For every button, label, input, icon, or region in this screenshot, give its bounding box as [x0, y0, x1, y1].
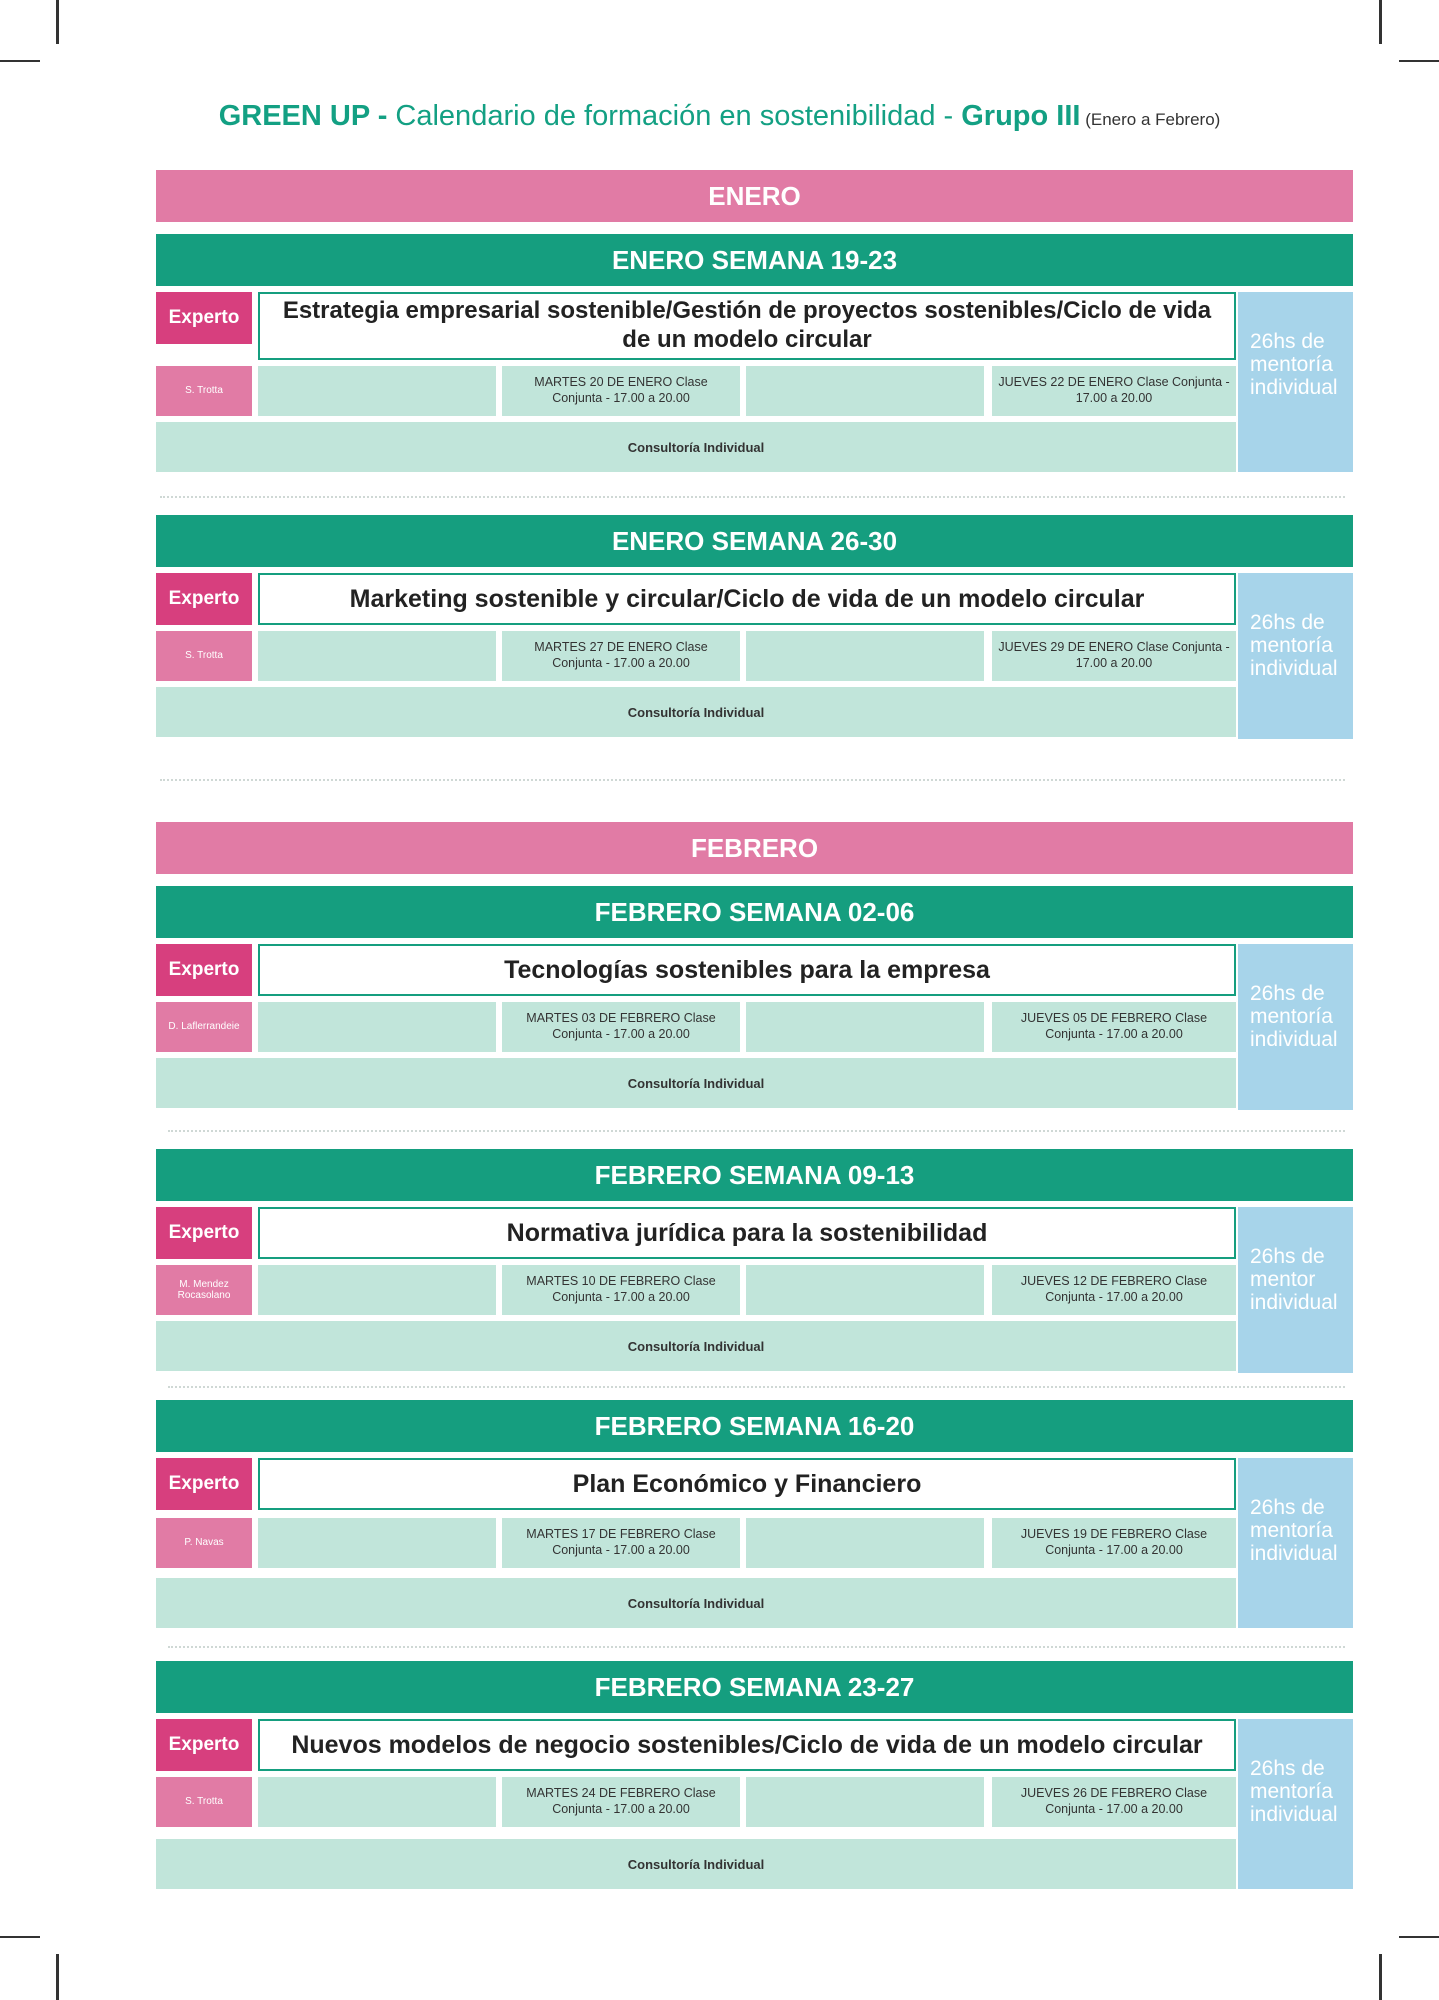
expert-label: Experto: [156, 1458, 252, 1510]
course-topic: Nuevos modelos de negocio sostenibles/Ciclo de vida de un modelo circular: [258, 1719, 1236, 1771]
course-topic: Plan Económico y Financiero: [258, 1458, 1236, 1510]
page-title: [0, 100, 1439, 133]
week-title: FEBRERO SEMANA 23-27: [156, 1661, 1353, 1713]
mentoring-hours: 26hs de mentoría individual: [1238, 292, 1353, 472]
empty-slot: [746, 1777, 984, 1827]
course-topic: Normativa jurídica para la sostenibilidad: [258, 1207, 1236, 1259]
empty-slot: [258, 366, 496, 416]
teacher-name: S. Trotta: [156, 1777, 252, 1827]
crop-mark: [56, 0, 59, 44]
expert-label: Experto: [156, 1207, 252, 1259]
crop-mark: [56, 1954, 59, 2000]
consulting-row: Consultoría Individual: [156, 1839, 1236, 1889]
crop-mark: [1399, 1936, 1439, 1938]
week-block: [156, 1400, 1353, 1628]
tuesday-class: MARTES 20 DE ENERO Clase Conjunta - 17.00 a 20.00: [502, 366, 740, 416]
separator: [168, 1646, 1345, 1648]
separator: [168, 1130, 1345, 1132]
empty-slot: [746, 366, 984, 416]
thursday-class: JUEVES 26 DE FEBRERO Clase Conjunta - 17.00 a 20.00: [992, 1777, 1236, 1827]
teacher-name: P. Navas: [156, 1518, 252, 1568]
mentoring-hours: 26hs de mentoría individual: [1238, 1719, 1353, 1889]
tuesday-class: MARTES 17 DE FEBRERO Clase Conjunta - 17.00 a 20.00: [502, 1518, 740, 1568]
thursday-class: JUEVES 19 DE FEBRERO Clase Conjunta - 17.00 a 20.00: [992, 1518, 1236, 1568]
month-banner-febrero: FEBRERO: [156, 822, 1353, 874]
expert-label: Experto: [156, 944, 252, 996]
thursday-class: JUEVES 12 DE FEBRERO Clase Conjunta - 17.00 a 20.00: [992, 1265, 1236, 1315]
empty-slot: [258, 1265, 496, 1315]
consulting-row: Consultoría Individual: [156, 1578, 1236, 1628]
week-block: [156, 1661, 1353, 1889]
thursday-class: JUEVES 22 DE ENERO Clase Conjunta - 17.00 a 20.00: [992, 366, 1236, 416]
empty-slot: [258, 1518, 496, 1568]
course-topic: Tecnologías sostenibles para la empresa: [258, 944, 1236, 996]
month-banner-enero: ENERO: [156, 170, 1353, 222]
week-title: FEBRERO SEMANA 09-13: [156, 1149, 1353, 1201]
crop-mark: [0, 60, 40, 62]
tuesday-class: MARTES 24 DE FEBRERO Clase Conjunta - 17.00 a 20.00: [502, 1777, 740, 1827]
empty-slot: [746, 1518, 984, 1568]
period-label: (Enero a Febrero): [1080, 110, 1221, 129]
title-text: Calendario de formación en sostenibilidad -: [387, 100, 962, 132]
separator: [168, 1386, 1345, 1388]
week-title: ENERO SEMANA 26-30: [156, 515, 1353, 567]
thursday-class: JUEVES 05 DE FEBRERO Clase Conjunta - 17.00 a 20.00: [992, 1002, 1236, 1052]
crop-mark: [1379, 1954, 1382, 2000]
course-topic: Estrategia empresarial sostenible/Gestión de proyectos sostenibles/Ciclo de vida de un modelo circular: [258, 292, 1236, 360]
tuesday-class: MARTES 27 DE ENERO Clase Conjunta - 17.00 a 20.00: [502, 631, 740, 681]
teacher-name: S. Trotta: [156, 631, 252, 681]
week-block: [156, 1149, 1353, 1373]
tuesday-class: MARTES 03 DE FEBRERO Clase Conjunta - 17.00 a 20.00: [502, 1002, 740, 1052]
empty-slot: [746, 1002, 984, 1052]
week-title: ENERO SEMANA 19-23: [156, 234, 1353, 286]
thursday-class: JUEVES 29 DE ENERO Clase Conjunta - 17.00 a 20.00: [992, 631, 1236, 681]
separator: [160, 496, 1345, 498]
consulting-row: Consultoría Individual: [156, 1321, 1236, 1371]
group-label: Grupo III: [961, 100, 1081, 132]
crop-mark: [1379, 0, 1382, 44]
separator: [160, 779, 1345, 781]
tuesday-class: MARTES 10 DE FEBRERO Clase Conjunta - 17.00 a 20.00: [502, 1265, 740, 1315]
week-title: FEBRERO SEMANA 16-20: [156, 1400, 1353, 1452]
consulting-row: Consultoría Individual: [156, 687, 1236, 737]
consulting-row: Consultoría Individual: [156, 1058, 1236, 1108]
teacher-name: M. Mendez Rocasolano: [156, 1265, 252, 1315]
expert-label: Experto: [156, 573, 252, 625]
mentoring-hours: 26hs de mentor individual: [1238, 1207, 1353, 1373]
teacher-name: S. Trotta: [156, 366, 252, 416]
empty-slot: [258, 631, 496, 681]
mentoring-hours: 26hs de mentoría individual: [1238, 1458, 1353, 1628]
course-topic: Marketing sostenible y circular/Ciclo de vida de un modelo circular: [258, 573, 1236, 625]
mentoring-hours: 26hs de mentoría individual: [1238, 573, 1353, 739]
week-block: [156, 234, 1353, 472]
crop-mark: [1399, 60, 1439, 62]
expert-label: Experto: [156, 292, 252, 344]
crop-mark: [0, 1936, 40, 1938]
brand: GREEN UP -: [218, 100, 388, 132]
empty-slot: [258, 1777, 496, 1827]
mentoring-hours: 26hs de mentoría individual: [1238, 944, 1353, 1110]
empty-slot: [258, 1002, 496, 1052]
empty-slot: [746, 631, 984, 681]
week-block: [156, 886, 1353, 1110]
consulting-row: Consultoría Individual: [156, 422, 1236, 472]
empty-slot: [746, 1265, 984, 1315]
week-block: [156, 515, 1353, 739]
expert-label: Experto: [156, 1719, 252, 1771]
teacher-name: D. Laflerrandeie: [156, 1002, 252, 1052]
week-title: FEBRERO SEMANA 02-06: [156, 886, 1353, 938]
